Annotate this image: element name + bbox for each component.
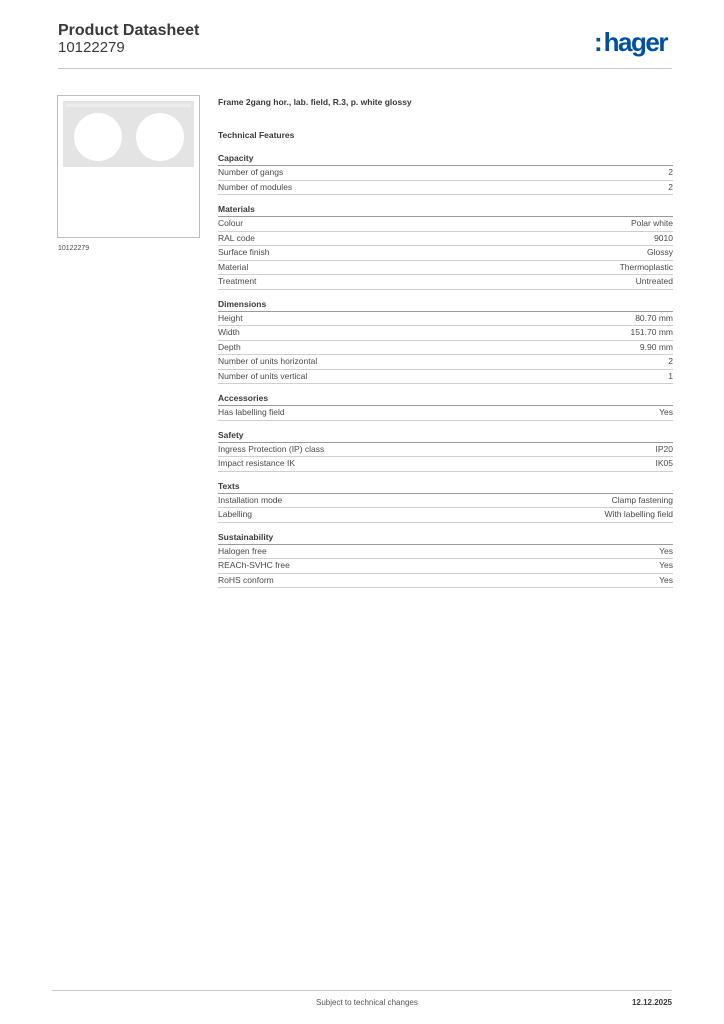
spec-row (218, 443, 673, 458)
spec-value: 2 (668, 167, 673, 177)
spec-section (218, 152, 673, 195)
spec-row (218, 494, 673, 509)
section-title: Texts (218, 480, 673, 494)
spec-label: Impact resistance IK (218, 458, 296, 468)
spec-label: Number of modules (218, 181, 293, 192)
spec-label: Labelling (218, 509, 253, 519)
spec-value: With labelling field (604, 509, 673, 519)
spec-row (218, 275, 673, 290)
spec-value: 9.90 mm (639, 341, 673, 352)
spec-label: Has labelling field (218, 407, 285, 417)
spec-row (218, 326, 673, 341)
spec-label: Surface finish (218, 247, 270, 257)
technical-features-heading: Technical Features (218, 130, 295, 140)
spec-row (218, 574, 673, 589)
spec-row (218, 406, 673, 421)
spec-label: Height (218, 312, 243, 323)
spec-value: 80.70 mm (635, 312, 673, 323)
spec-section (218, 298, 673, 385)
spec-label: RAL code (218, 232, 256, 243)
spec-value: Yes (659, 560, 673, 570)
section-title: Accessories (218, 392, 673, 406)
section-title: Materials (218, 203, 673, 217)
header-divider (58, 68, 672, 69)
footer-date: 12.12.2025 (631, 998, 672, 1007)
spec-section (218, 429, 673, 472)
spec-value: 2 (668, 356, 673, 366)
spec-label: Number of units vertical (218, 370, 308, 381)
spec-value: Yes (659, 545, 673, 556)
spec-value: 1 (668, 370, 673, 381)
product-image (57, 95, 200, 238)
spec-row (218, 545, 673, 560)
spec-row (218, 341, 673, 356)
spec-label: RoHS conform (218, 574, 274, 585)
spec-row (218, 457, 673, 472)
spec-value: Yes (659, 407, 673, 417)
spec-row (218, 370, 673, 385)
spec-label: Treatment (218, 276, 257, 286)
spec-row (218, 261, 673, 276)
spec-row (218, 166, 673, 181)
spec-value: 2 (668, 181, 673, 192)
spec-label: Number of gangs (218, 167, 284, 177)
spec-label: Material (218, 261, 249, 272)
spec-value: Yes (659, 574, 673, 585)
spec-section (218, 480, 673, 523)
frame-2gang-icon (63, 101, 194, 167)
spec-row (218, 232, 673, 247)
spec-label: Halogen free (218, 545, 267, 556)
spec-value: IK05 (655, 458, 673, 468)
spec-value: Polar white (630, 218, 673, 228)
spec-section (218, 531, 673, 589)
product-name: Frame 2gang hor., lab. field, R.3, p. white glossy (218, 97, 412, 107)
spec-row (218, 508, 673, 523)
hager-logo (594, 27, 667, 57)
spec-value: Thermoplastic (619, 261, 673, 272)
logo-colon-icon: : (594, 27, 603, 57)
spec-row (218, 246, 673, 261)
spec-panel (218, 93, 673, 588)
spec-value: Untreated (635, 276, 673, 286)
logo-text: hager (603, 27, 667, 57)
spec-label: Depth (218, 341, 241, 352)
footer-divider (52, 990, 672, 991)
section-title: Capacity (218, 152, 673, 166)
page-title: Product Datasheet (58, 22, 200, 39)
spec-row (218, 559, 673, 574)
section-title: Sustainability (218, 531, 673, 545)
spec-value: Clamp fastening (611, 494, 673, 505)
spec-row (218, 217, 673, 232)
footer-note: Subject to technical changes (316, 998, 418, 1007)
image-caption: 10122279 (58, 245, 90, 252)
spec-value: 151.70 mm (630, 327, 673, 337)
spec-label: Width (218, 327, 240, 337)
spec-label: Number of units horizontal (218, 356, 318, 366)
section-title: Safety (218, 429, 673, 443)
spec-row (218, 355, 673, 370)
spec-value: IP20 (655, 443, 673, 454)
spec-row (218, 181, 673, 196)
spec-label: REACh-SVHC free (218, 560, 290, 570)
spec-value: Glossy (647, 247, 673, 257)
section-title: Dimensions (218, 298, 673, 312)
spec-section (218, 392, 673, 421)
spec-label: Colour (218, 218, 244, 228)
spec-row (218, 312, 673, 327)
spec-label: Installation mode (218, 494, 283, 505)
spec-section (218, 203, 673, 290)
spec-value: 9010 (654, 232, 673, 243)
product-number: 10122279 (58, 39, 125, 56)
spec-sections (218, 152, 673, 588)
spec-label: Ingress Protection (IP) class (218, 443, 325, 454)
